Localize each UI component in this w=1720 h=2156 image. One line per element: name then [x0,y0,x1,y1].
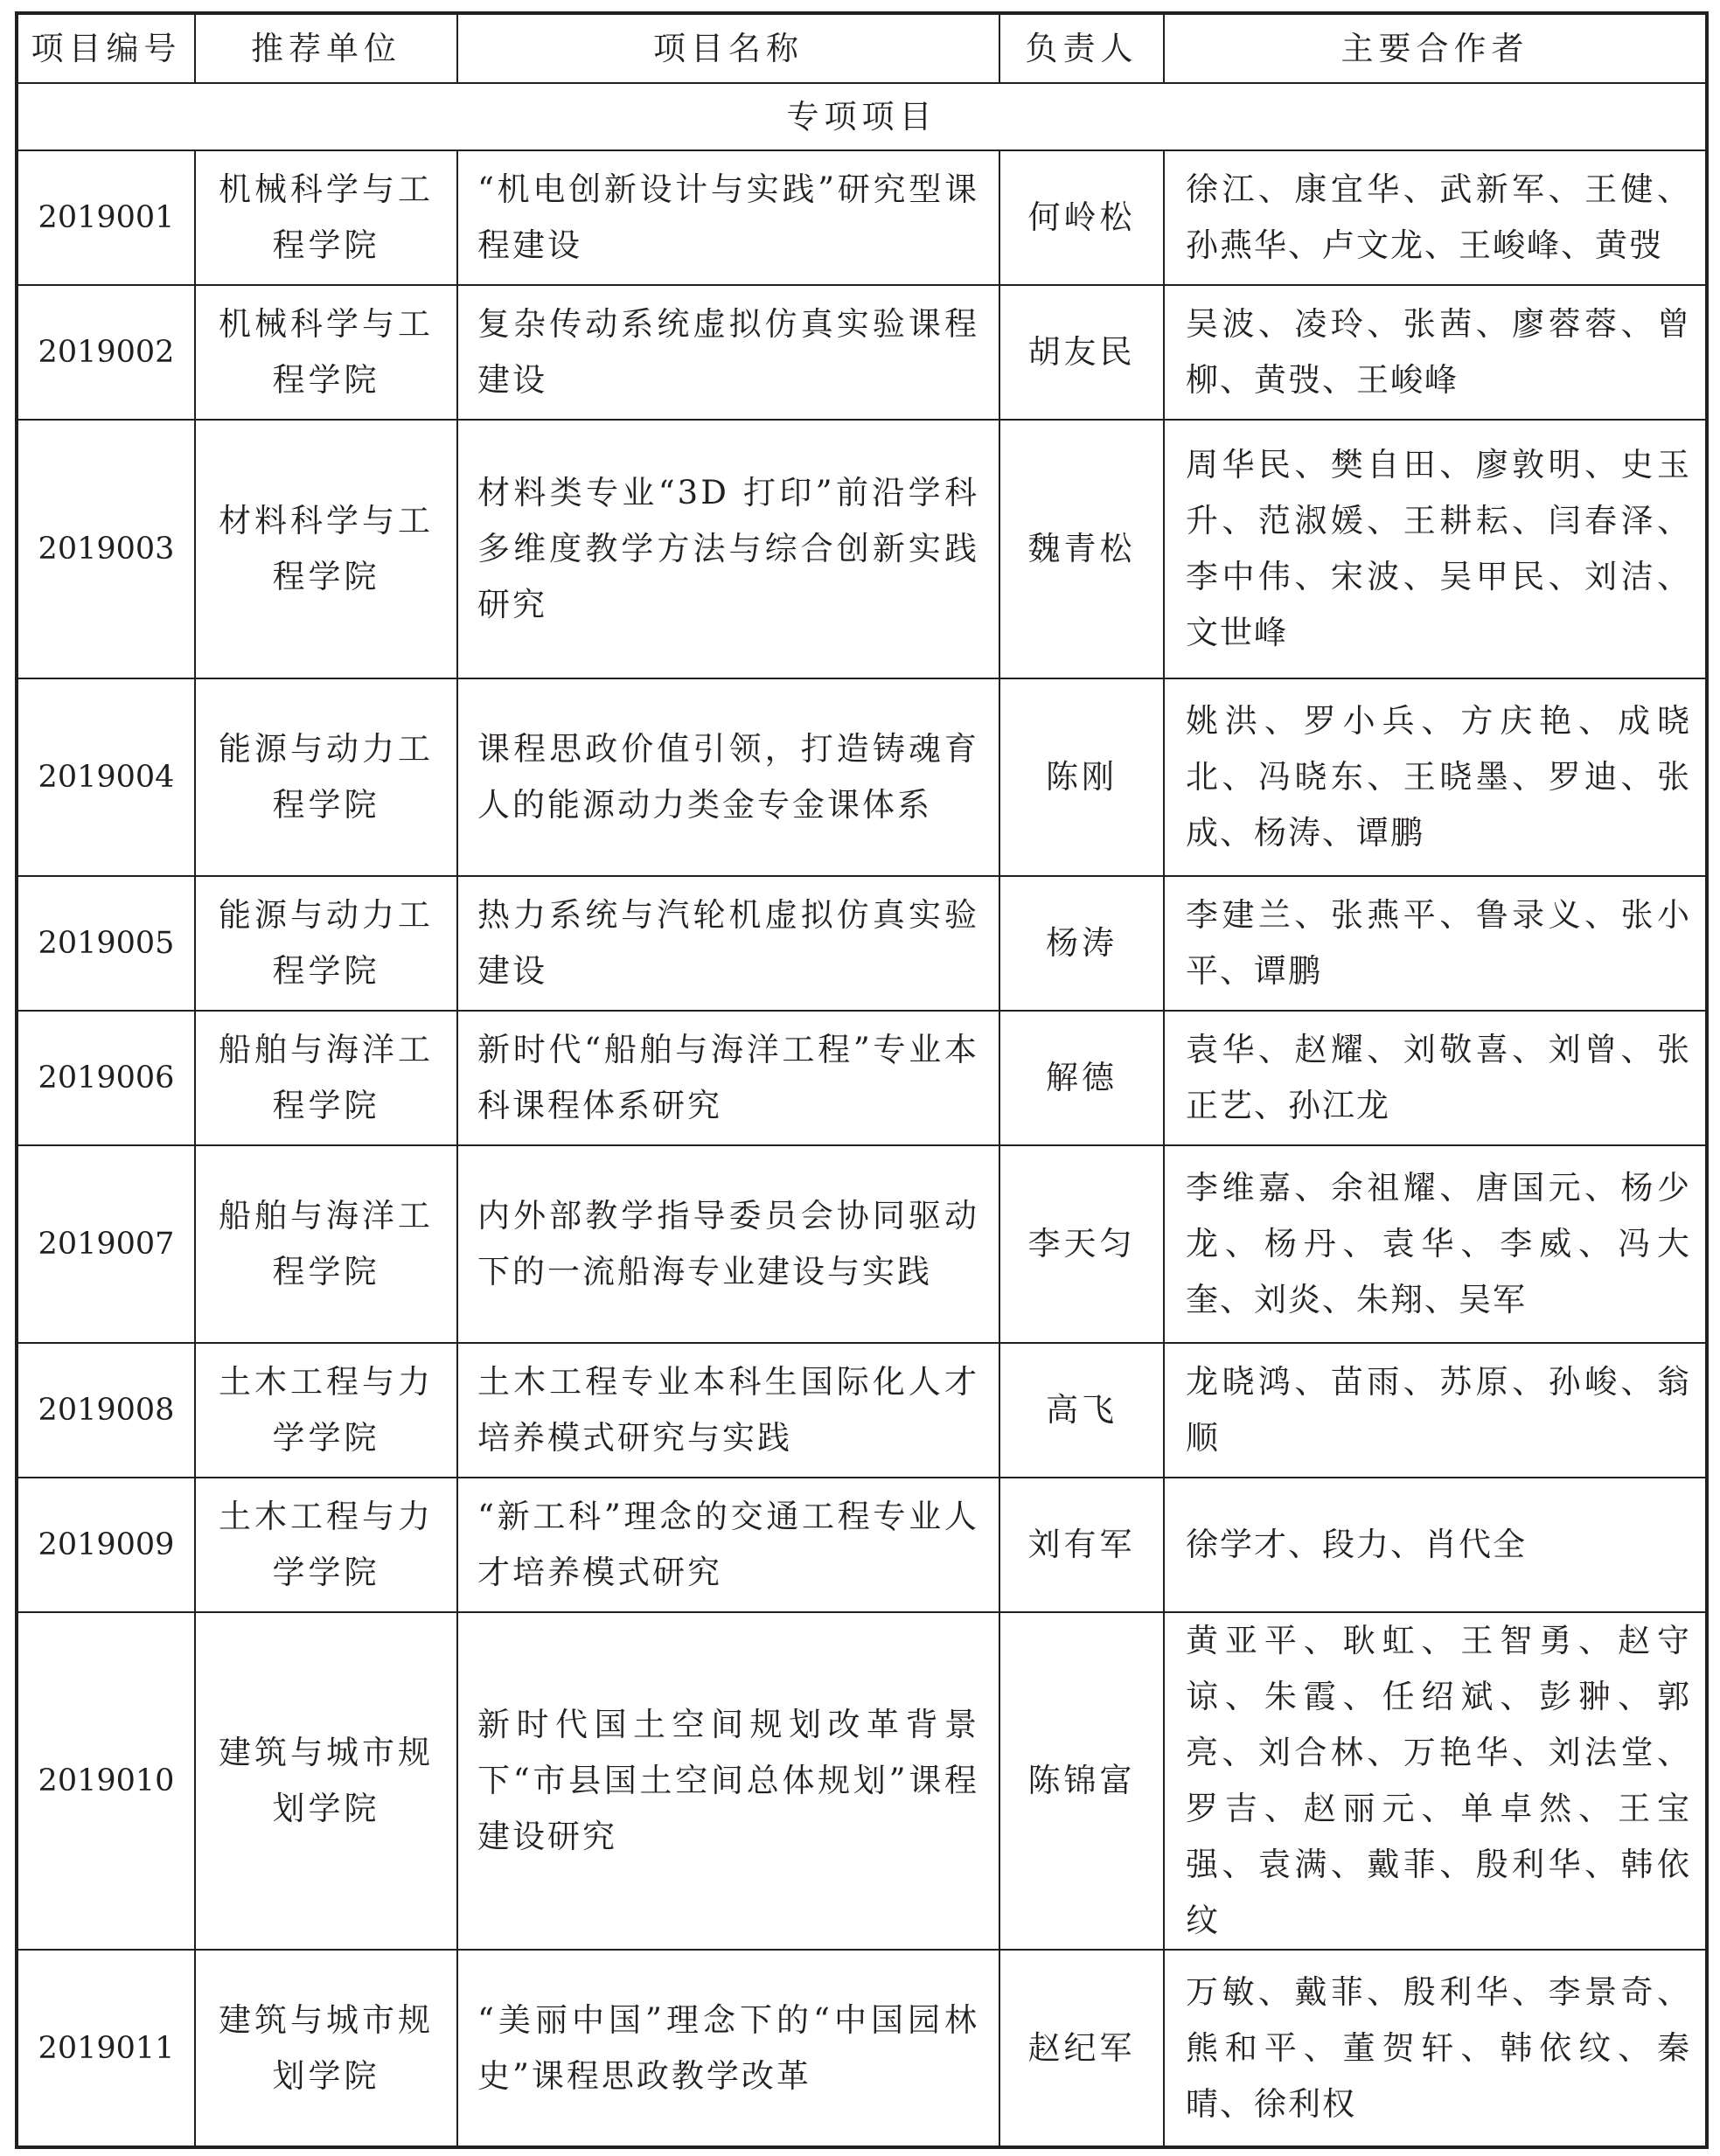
project-table [15,11,1709,2149]
table-row [17,150,1707,285]
collaborators: 李维嘉、余祖耀、唐国元、杨少龙、杨丹、袁华、李威、冯大奎、刘炎、朱翔、吴军 [1164,1145,1707,1343]
header-project-name: 项目名称 [457,13,999,83]
project-leader: 李天匀 [999,1145,1164,1343]
project-id: 2019004 [17,678,195,876]
collaborators: 李建兰、张燕平、鲁录义、张小平、谭鹏 [1164,876,1707,1011]
recommending-unit: 能源与动力工程学院 [195,876,457,1011]
table-row [17,876,1707,1011]
header-leader: 负责人 [999,13,1164,83]
project-name: “新工科”理念的交通工程专业人才培养模式研究 [457,1478,999,1612]
project-name: 新时代国土空间规划改革背景下“市县国土空间总体规划”课程建设研究 [457,1612,999,1950]
project-id: 2019007 [17,1145,195,1343]
collaborators: 黄亚平、耿虹、王智勇、赵守谅、朱霞、任绍斌、彭翀、郭亮、刘合林、万艳华、刘法堂、罗吉、赵丽元、单卓然、王宝强、袁满、戴菲、殷利华、韩依纹 [1164,1612,1707,1950]
project-leader: 解德 [999,1011,1164,1145]
project-id: 2019003 [17,420,195,678]
project-name: 新时代“船舶与海洋工程”专业本科课程体系研究 [457,1011,999,1145]
collaborators: 龙晓鸿、苗雨、苏原、孙峻、翁顺 [1164,1343,1707,1478]
collaborators: 徐学才、段力、肖代全 [1164,1478,1707,1612]
table-row [17,285,1707,420]
section-title: 专项项目 [17,83,1707,150]
project-id: 2019006 [17,1011,195,1145]
collaborators: 吴波、凌玲、张茜、廖蓉蓉、曾柳、黄弢、王峻峰 [1164,285,1707,420]
project-leader: 杨涛 [999,876,1164,1011]
table-row [17,1612,1707,1950]
project-id: 2019005 [17,876,195,1011]
recommending-unit: 机械科学与工程学院 [195,150,457,285]
table-row [17,1011,1707,1145]
project-id: 2019001 [17,150,195,285]
project-leader: 赵纪军 [999,1950,1164,2147]
project-name: 课程思政价值引领，打造铸魂育人的能源动力类金专金课体系 [457,678,999,876]
project-id: 2019009 [17,1478,195,1612]
project-name: 复杂传动系统虚拟仿真实验课程建设 [457,285,999,420]
project-id: 2019010 [17,1612,195,1950]
project-name: 热力系统与汽轮机虚拟仿真实验建设 [457,876,999,1011]
header-collaborators: 主要合作者 [1164,13,1707,83]
table-row [17,1478,1707,1612]
project-leader: 何岭松 [999,150,1164,285]
collaborators: 袁华、赵耀、刘敬喜、刘曾、张正艺、孙江龙 [1164,1011,1707,1145]
project-leader: 陈刚 [999,678,1164,876]
project-leader: 陈锦富 [999,1612,1164,1950]
table-row [17,1343,1707,1478]
header-project-id: 项目编号 [17,13,195,83]
recommending-unit: 土木工程与力学学院 [195,1343,457,1478]
project-name: 土木工程专业本科生国际化人才培养模式研究与实践 [457,1343,999,1478]
recommending-unit: 材料科学与工程学院 [195,420,457,678]
project-name: 材料类专业“3D 打印”前沿学科多维度教学方法与综合创新实践研究 [457,420,999,678]
table-row [17,1145,1707,1343]
recommending-unit: 能源与动力工程学院 [195,678,457,876]
collaborators: 徐江、康宜华、武新军、王健、孙燕华、卢文龙、王峻峰、黄弢 [1164,150,1707,285]
recommending-unit: 建筑与城市规划学院 [195,1950,457,2147]
section-row [17,83,1707,150]
collaborators: 姚洪、罗小兵、方庆艳、成晓北、冯晓东、王晓墨、罗迪、张成、杨涛、谭鹏 [1164,678,1707,876]
recommending-unit: 机械科学与工程学院 [195,285,457,420]
recommending-unit: 船舶与海洋工程学院 [195,1145,457,1343]
project-id: 2019002 [17,285,195,420]
header-recommending-unit: 推荐单位 [195,13,457,83]
table-row [17,1950,1707,2147]
recommending-unit: 船舶与海洋工程学院 [195,1011,457,1145]
header-row [17,13,1707,83]
project-id: 2019008 [17,1343,195,1478]
project-leader: 高飞 [999,1343,1164,1478]
project-leader: 魏青松 [999,420,1164,678]
project-leader: 刘有军 [999,1478,1164,1612]
collaborators: 周华民、樊自田、廖敦明、史玉升、范淑媛、王耕耘、闫春泽、李中伟、宋波、吴甲民、刘洁、文世峰 [1164,420,1707,678]
collaborators: 万敏、戴菲、殷利华、李景奇、熊和平、董贺轩、韩依纹、秦晴、徐利权 [1164,1950,1707,2147]
table-row [17,678,1707,876]
project-id: 2019011 [17,1950,195,2147]
project-name: “机电创新设计与实践”研究型课程建设 [457,150,999,285]
table-row [17,420,1707,678]
project-leader: 胡友民 [999,285,1164,420]
project-name: “美丽中国”理念下的“中国园林史”课程思政教学改革 [457,1950,999,2147]
project-name: 内外部教学指导委员会协同驱动下的一流船海专业建设与实践 [457,1145,999,1343]
recommending-unit: 建筑与城市规划学院 [195,1612,457,1950]
recommending-unit: 土木工程与力学学院 [195,1478,457,1612]
